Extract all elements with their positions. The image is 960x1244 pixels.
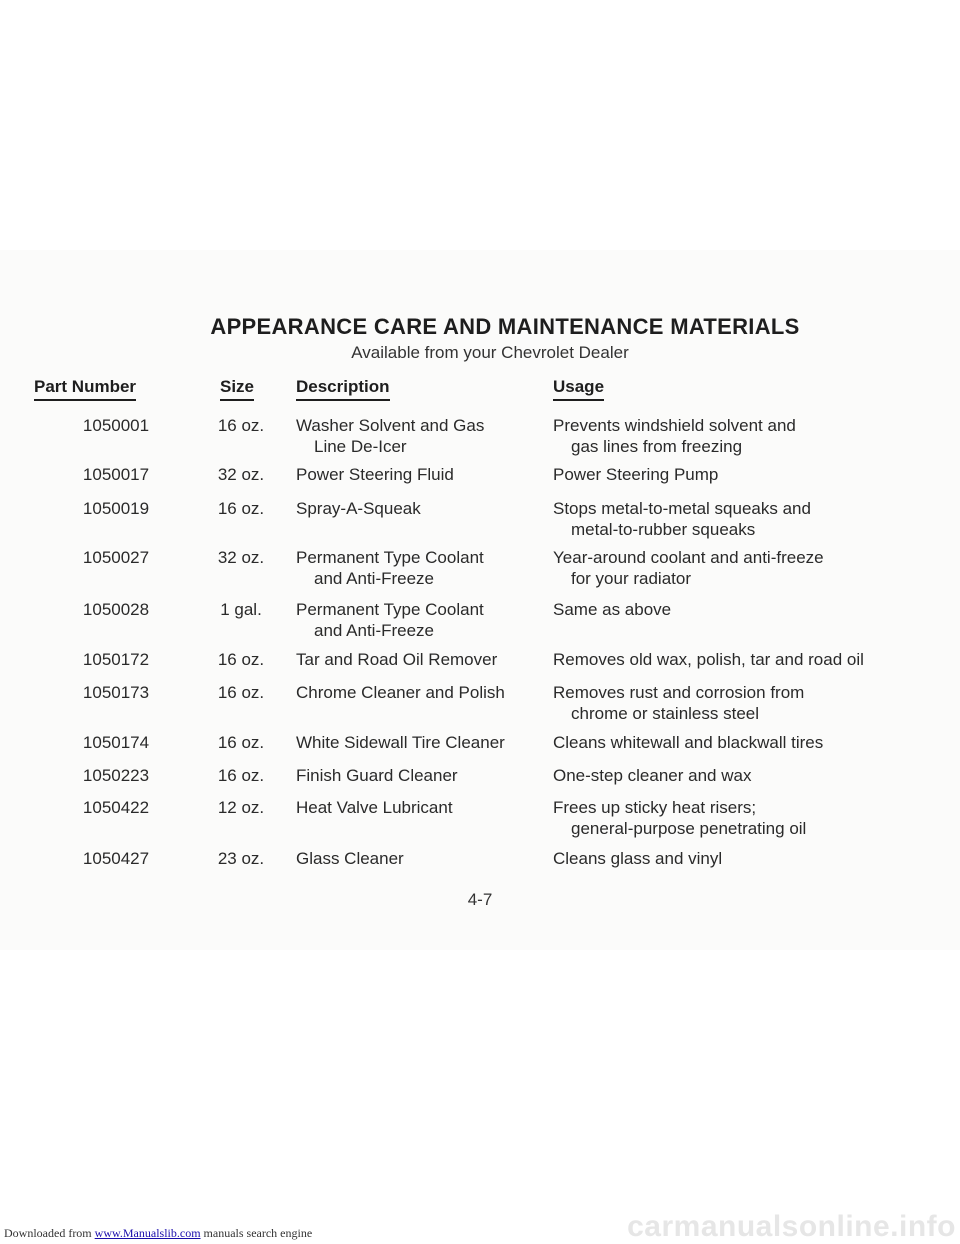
header-part-number-label: Part Number [34, 377, 136, 401]
usage-line: Removes rust and corrosion from [553, 683, 805, 702]
usage-cell [553, 848, 953, 869]
usage-cell [553, 464, 953, 485]
part-number-cell: 1050427 [82, 849, 150, 868]
usage-cell [553, 682, 953, 724]
usage-cell [553, 649, 953, 670]
page-subtitle: Available from your Chevrolet Dealer [351, 343, 629, 362]
header-usage [553, 377, 604, 401]
usage-cell [553, 415, 953, 457]
description-cell [296, 649, 546, 670]
usage-cell [553, 797, 953, 839]
description-line: Heat Valve Lubricant [296, 798, 453, 817]
description-cell [296, 765, 546, 786]
part-number-cell: 1050001 [82, 416, 150, 435]
description-line: White Sidewall Tire Cleaner [296, 733, 505, 752]
description-line: Washer Solvent and Gas [296, 416, 485, 435]
description-line: Glass Cleaner [296, 849, 404, 868]
header-size [220, 377, 254, 401]
description-cell [296, 464, 546, 485]
description-line: and Anti-Freeze [314, 621, 435, 640]
usage-cell [553, 498, 953, 540]
site-watermark: carmanualsonline.info [627, 1210, 956, 1243]
description-line: Line De-Icer [314, 437, 407, 456]
size-cell: 1 gal. [220, 600, 262, 619]
usage-line: Removes old wax, polish, tar and road oil [553, 650, 864, 669]
size-cell: 16 oz. [217, 766, 265, 785]
footer-prefix: Downloaded from [4, 1226, 92, 1240]
usage-cell [553, 732, 953, 753]
page-number: 4-7 [467, 890, 493, 909]
usage-line: gas lines from freezing [571, 437, 743, 456]
usage-line: Year-around coolant and anti-freeze [553, 548, 824, 567]
usage-line: Stops metal-to-metal squeaks and [553, 499, 811, 518]
usage-line: Cleans glass and vinyl [553, 849, 723, 868]
part-number-cell: 1050422 [82, 798, 150, 817]
part-number-cell: 1050173 [82, 683, 150, 702]
usage-cell [553, 599, 953, 620]
description-line: Permanent Type Coolant [296, 548, 484, 567]
usage-line: chrome or stainless steel [571, 704, 760, 723]
usage-line: for your radiator [571, 569, 691, 588]
manualslib-link[interactable]: www.Manualslib.com [94, 1226, 201, 1240]
size-cell: 23 oz. [217, 849, 265, 868]
size-cell: 16 oz. [217, 683, 265, 702]
size-cell: 32 oz. [217, 548, 265, 567]
description-cell [296, 547, 546, 589]
usage-line: Same as above [553, 600, 672, 619]
description-line: Chrome Cleaner and Polish [296, 683, 505, 702]
footer-suffix: manuals search engine [203, 1226, 313, 1240]
usage-cell [553, 547, 953, 589]
part-number-cell: 1050028 [82, 600, 150, 619]
description-cell [296, 732, 546, 753]
header-size-label: Size [220, 377, 254, 401]
part-number-cell: 1050172 [82, 650, 150, 669]
usage-line: One-step cleaner and wax [553, 766, 752, 785]
header-part-number [34, 377, 136, 401]
usage-line: Prevents windshield solvent and [553, 416, 796, 435]
description-line: Tar and Road Oil Remover [296, 650, 498, 669]
description-line: Finish Guard Cleaner [296, 766, 458, 785]
description-line: Spray-A-Squeak [296, 499, 421, 518]
part-number-cell: 1050174 [82, 733, 150, 752]
part-number-cell: 1050019 [82, 499, 150, 518]
download-footer [4, 1226, 312, 1241]
header-description [296, 377, 390, 401]
usage-line: Power Steering Pump [553, 465, 719, 484]
usage-cell [553, 765, 953, 786]
description-cell [296, 848, 546, 869]
part-number-cell: 1050223 [82, 766, 150, 785]
page-title: APPEARANCE CARE AND MAINTENANCE MATERIALS [210, 314, 800, 339]
description-cell [296, 599, 546, 641]
usage-line: metal-to-rubber squeaks [571, 520, 756, 539]
header-usage-label: Usage [553, 377, 604, 401]
size-cell: 12 oz. [217, 798, 265, 817]
description-cell [296, 498, 546, 519]
size-cell: 16 oz. [217, 499, 265, 518]
description-cell [296, 415, 546, 457]
description-cell [296, 797, 546, 818]
part-number-cell: 1050027 [82, 548, 150, 567]
size-cell: 16 oz. [217, 733, 265, 752]
header-description-label: Description [296, 377, 390, 401]
description-line: Permanent Type Coolant [296, 600, 484, 619]
size-cell: 16 oz. [217, 650, 265, 669]
size-cell: 32 oz. [217, 465, 265, 484]
usage-line: Frees up sticky heat risers; [553, 798, 757, 817]
part-number-cell: 1050017 [82, 465, 150, 484]
usage-line: Cleans whitewall and blackwall tires [553, 733, 824, 752]
description-line: Power Steering Fluid [296, 465, 454, 484]
usage-line: general-purpose penetrating oil [571, 819, 807, 838]
description-line: and Anti-Freeze [314, 569, 435, 588]
size-cell: 16 oz. [217, 416, 265, 435]
description-cell [296, 682, 546, 703]
